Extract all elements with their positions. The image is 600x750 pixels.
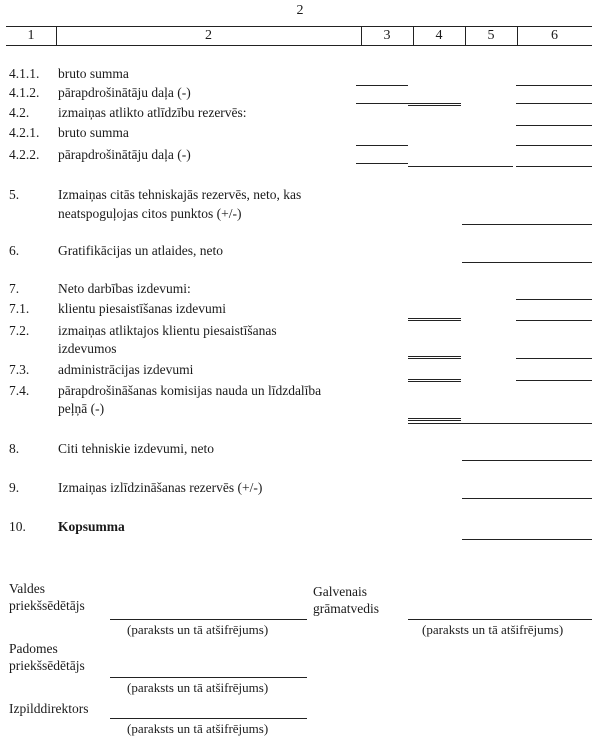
- entry-line: [462, 498, 592, 499]
- total-line: [408, 166, 513, 167]
- entry-line: [356, 103, 408, 104]
- signature-caption: (paraksts un tā atšifrējums): [127, 721, 269, 736]
- col-header-6: 6: [551, 28, 558, 43]
- page-number: 2: [296, 3, 304, 18]
- row-number: 6.: [9, 243, 20, 258]
- total-line: [408, 103, 461, 106]
- entry-line: [516, 103, 592, 104]
- row-number: 5.: [9, 187, 20, 202]
- chief-accountant-label: Galvenais: [313, 584, 367, 599]
- entry-line: [462, 460, 592, 461]
- row-label: klientu piesaistīšanas izdevumi: [58, 301, 226, 316]
- signature-caption: (paraksts un tā atšifrējums): [422, 622, 564, 637]
- row-number: 4.1.1.: [9, 66, 40, 81]
- row-number: 7.2.: [9, 323, 30, 338]
- entry-line: [356, 163, 408, 164]
- row-label: Neto darbības izdevumi:: [58, 281, 191, 296]
- col-header-4: 4: [435, 28, 443, 43]
- board-chair-label: Valdes: [9, 581, 45, 596]
- row-label: Citi tehniskie izdevumi, neto: [58, 441, 214, 456]
- row-number: 4.2.: [9, 105, 30, 120]
- entry-line: [516, 145, 592, 146]
- total-line: [408, 318, 461, 321]
- signature-line: [110, 718, 307, 719]
- total-line: [408, 356, 461, 359]
- council-chair-label: Padomes: [9, 641, 58, 656]
- row-label: izmaiņas atliktajos klientu piesaistīšanas: [58, 323, 277, 338]
- row-number: 7.1.: [9, 301, 30, 316]
- row-label: Izmaiņas citās tehniskajās rezervēs, neto, kas: [58, 187, 302, 202]
- entry-line: [356, 145, 408, 146]
- row-label: peļņā (-): [58, 401, 105, 416]
- entry-line: [516, 358, 592, 359]
- signature-line: [408, 619, 592, 620]
- row-label: izdevumos: [58, 341, 117, 356]
- row-number: 7.: [9, 281, 20, 296]
- entry-line: [462, 224, 592, 225]
- signature-caption: (paraksts un tā atšifrējums): [127, 622, 269, 637]
- entry-line: [356, 85, 408, 86]
- entry-line: [516, 85, 592, 86]
- executive-director-label: Izpilddirektors: [9, 701, 89, 716]
- signature-line: [110, 677, 307, 678]
- row-label: Gratifikācijas un atlaides, neto: [58, 243, 223, 258]
- row-number: 8.: [9, 441, 20, 456]
- row-label: bruto summa: [58, 125, 129, 140]
- table-header: [6, 26, 592, 46]
- row-number: 7.4.: [9, 383, 30, 398]
- col-header-5: 5: [487, 28, 495, 43]
- row-label: pārapdrošinātāju daļa (-): [58, 85, 191, 100]
- entry-line: [516, 299, 592, 300]
- entry-line: [516, 125, 592, 126]
- row-number: 4.2.2.: [9, 147, 40, 162]
- total-line: [408, 423, 592, 424]
- col-header-2: 2: [205, 28, 212, 43]
- row-label: pārapdrošināšanas komisijas nauda un līdzdalība: [58, 383, 322, 398]
- col-header-1: 1: [27, 28, 35, 43]
- total-line: [408, 418, 461, 421]
- row-number: 9.: [9, 480, 20, 495]
- entry-line: [516, 320, 592, 321]
- row-label: Kopsumma: [58, 519, 125, 534]
- row-number: 7.3.: [9, 362, 30, 377]
- row-number: 4.1.2.: [9, 85, 40, 100]
- entry-line: [516, 380, 592, 381]
- row-label: bruto summa: [58, 66, 129, 81]
- signature-line: [110, 619, 307, 620]
- row-number: 10.: [9, 519, 26, 534]
- entry-line: [462, 262, 592, 263]
- signature-caption: (paraksts un tā atšifrējums): [127, 680, 269, 695]
- col-header-3: 3: [383, 28, 391, 43]
- row-label: pārapdrošinātāju daļa (-): [58, 147, 191, 162]
- row-label: Izmaiņas izlīdzināšanas rezervēs (+/-): [58, 480, 263, 495]
- row-number: 4.2.1.: [9, 125, 40, 140]
- total-line: [462, 539, 592, 540]
- board-chair-label: priekšsēdētājs: [9, 598, 85, 613]
- total-line: [408, 379, 461, 382]
- chief-accountant-label: grāmatvedis: [313, 601, 379, 616]
- council-chair-label: priekšsēdētājs: [9, 658, 85, 673]
- row-label: neatspoguļojas citos punktos (+/-): [58, 206, 242, 221]
- row-label: izmaiņas atlikto atlīdzību rezervēs:: [58, 105, 247, 120]
- row-label: administrācijas izdevumi: [58, 362, 194, 377]
- entry-line: [516, 166, 592, 167]
